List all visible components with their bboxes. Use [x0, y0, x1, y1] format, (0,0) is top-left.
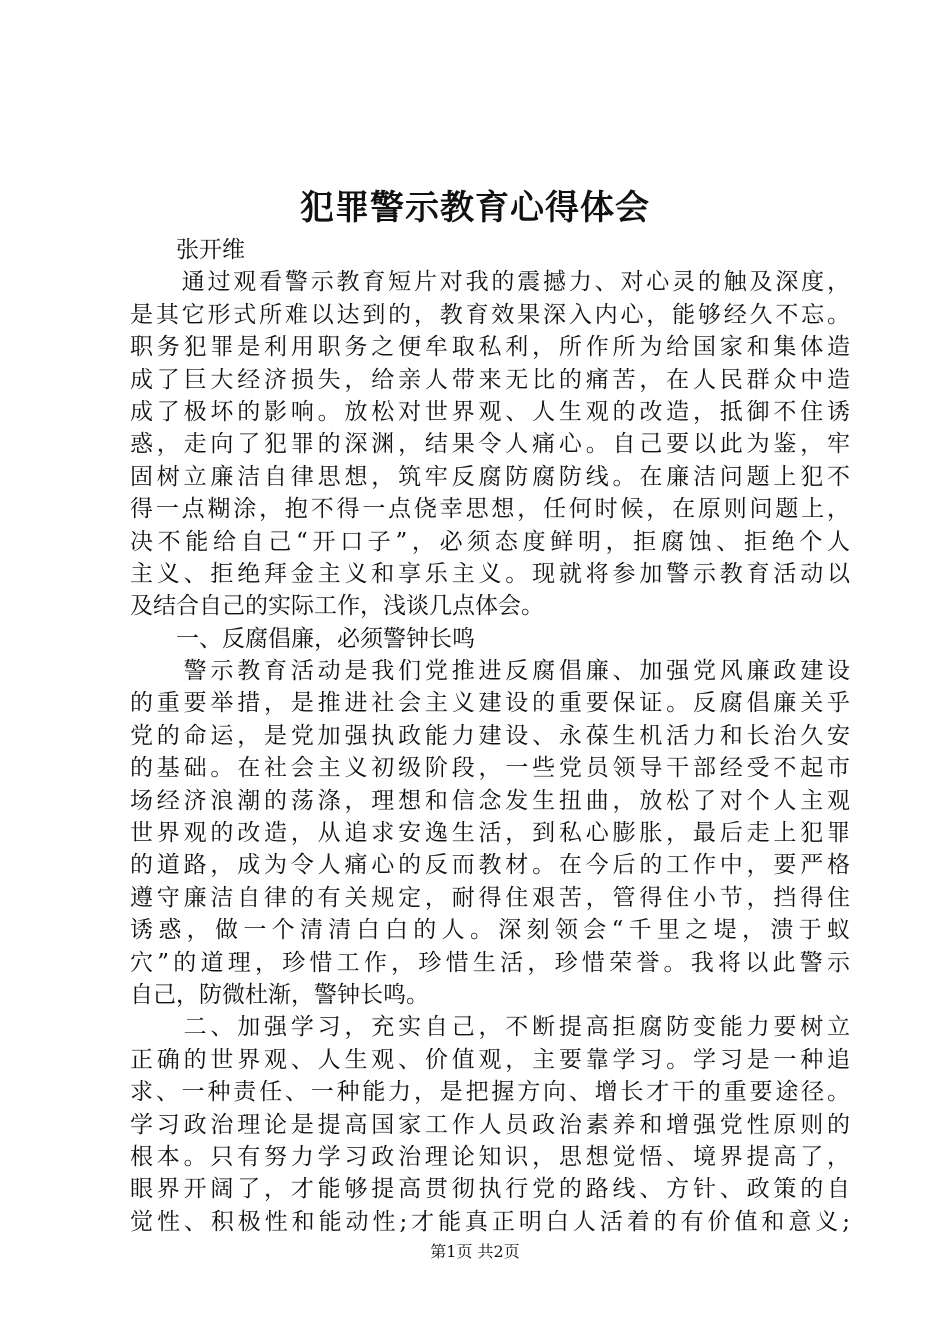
text-line: 根本。只有努力学习政治理论知识，思想觉悟、境界提高了， [130, 1143, 850, 1170]
body-text [130, 234, 850, 1238]
text-line: 一、反腐倡廉，必须警钟长鸣 [130, 625, 475, 652]
text-line: 的道路，成为令人痛心的反而教材。在今后的工作中，要严格 [130, 852, 850, 879]
text-line: 成了巨大经济损失，给亲人带来无比的痛苦，在人民群众中造 [130, 366, 850, 393]
text-line: 正确的世界观、人生观、价值观，主要靠学习。学习是一种追 [130, 1046, 850, 1073]
text-line: 的重要举措，是推进社会主义建设的重要保证。反腐倡廉关乎 [130, 690, 850, 717]
text-line: 惑，走向了犯罪的深渊，结果令人痛心。自己要以此为鉴，牢 [130, 431, 850, 458]
text-line: 通过观看警示教育短片对我的震撼力、对心灵的触及深度， [130, 269, 850, 296]
text-line: 主义、拒绝拜金主义和享乐主义。现就将参加警示教育活动以 [130, 560, 850, 587]
page-footer: 第1页 共2页 [430, 1242, 520, 1261]
text-line: 张开维 [130, 237, 245, 263]
text-line: 警示教育活动是我们党推进反腐倡廉、加强党风廉政建设 [130, 658, 850, 685]
text-line: 决不能给自己“开口子”，必须态度鲜明，拒腐蚀、拒绝个人 [130, 528, 850, 555]
text-line: 的基础。在社会主义初级阶段，一些党员领导干部经受不起市 [130, 755, 850, 782]
text-line: 成了极坏的影响。放松对世界观、人生观的改造，抵御不住诱 [130, 398, 850, 425]
text-line: 得一点糊涂，抱不得一点侥幸思想，任何时候，在原则问题上， [130, 496, 850, 523]
text-line: 世界观的改造，从追求安逸生活，到私心膨胀，最后走上犯罪 [130, 820, 850, 847]
text-line: 是其它形式所难以达到的，教育效果深入内心，能够经久不忘。 [130, 301, 850, 328]
text-line: 职务犯罪是利用职务之便牟取私利，所作所为给国家和集体造 [130, 334, 850, 361]
text-line: 自己，防微杜渐，警钟长鸣。 [130, 981, 429, 1008]
text-line: 眼界开阔了，才能够提高贯彻执行党的路线、方针、政策的自 [130, 1176, 850, 1203]
text-line: 党的命运，是党加强执政能力建设、永葆生机活力和长治久安 [130, 722, 850, 749]
page-title: 犯罪警示教育心得体会 [300, 188, 650, 228]
text-line: 遵守廉洁自律的有关规定，耐得住艰苦，管得住小节，挡得住 [130, 884, 850, 911]
text-line: 场经济浪潮的荡涤，理想和信念发生扭曲，放松了对个人主观 [130, 787, 850, 814]
text-line: 觉性、积极性和能动性;才能真正明白人活着的有价值和意义; [130, 1208, 850, 1235]
text-line: 及结合自己的实际工作，浅谈几点体会。 [130, 593, 544, 620]
text-line: 固树立廉洁自律思想，筑牢反腐防腐防线。在廉洁问题上犯不 [130, 463, 850, 490]
text-line: 穴”的道理，珍惜工作，珍惜生活，珍惜荣誉。我将以此警示 [130, 949, 850, 976]
text-line: 求、一种责任、一种能力，是把握方向、增长才干的重要途径。 [130, 1079, 850, 1106]
text-line: 诱惑，做一个清清白白的人。深刻领会“千里之堤，溃于蚁 [130, 917, 850, 944]
text-line: 学习政治理论是提高国家工作人员政治素养和增强党性原则的 [130, 1111, 850, 1138]
text-line: 二、加强学习，充实自己，不断提高拒腐防变能力要树立 [130, 1014, 850, 1041]
